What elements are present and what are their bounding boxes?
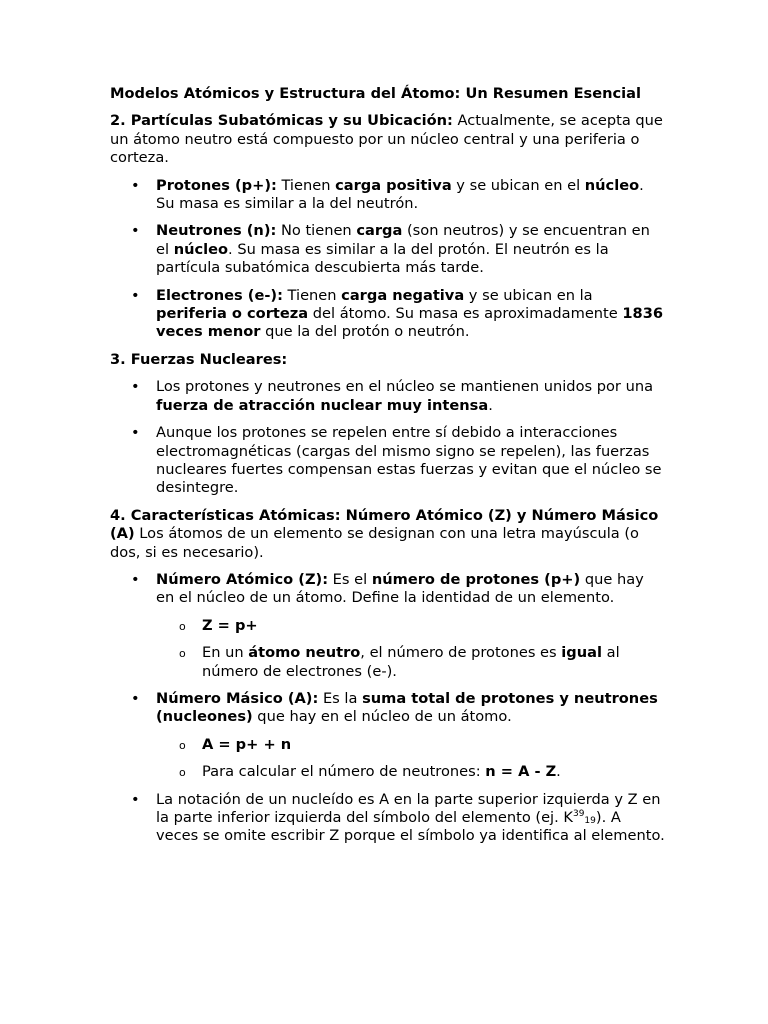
neutrones-text-3: . Su masa es similar a la del protón. El neutrón es la partícula subatómica descubierta más tarde. <box>156 240 609 277</box>
electrones-bold-3: periferia o corteza <box>156 305 309 323</box>
z-neutro-item <box>202 644 665 681</box>
notacion-superscript: 39 <box>572 809 585 819</box>
a-formula: A = p+ + n <box>202 735 292 753</box>
neutro-text-3: al número de electrones (e-). <box>202 644 620 680</box>
electrones-label: Electrones (e-): <box>156 286 283 304</box>
a-formula-item <box>202 736 665 754</box>
list-item-numero-masico <box>156 690 665 782</box>
fuerza-text-2: . <box>488 396 493 414</box>
protones-label: Protones (p+): <box>156 176 277 194</box>
electrones-text-4: que la del protón o neutrón. <box>260 323 470 341</box>
list-item-protones <box>156 177 665 214</box>
list-item-numero-atomico <box>156 571 665 681</box>
neutrones-label: Neutrones (n): <box>156 222 277 240</box>
neutro-text-2: , el número de protones es <box>360 644 562 662</box>
document-title <box>110 85 665 103</box>
protones-bold-3: núcleo <box>584 176 640 194</box>
protones-text-1: Tienen <box>276 176 336 194</box>
protones-bold-2: carga positiva <box>335 176 452 194</box>
forces-list <box>110 378 665 497</box>
protones-text-3: . Su masa es similar a la del neutrón. <box>156 176 644 213</box>
list-item-fuerza-nuclear <box>156 378 665 415</box>
neutro-text-1: En un <box>202 644 249 662</box>
particles-list <box>110 177 665 342</box>
a-bold-2: suma total de protones y neutrones (nucleones) <box>156 689 658 726</box>
title-text: Modelos Atómicos y Estructura del Átomo: Un Resumen Esencial <box>110 85 642 102</box>
z-label: Número Atómico (Z): <box>156 570 329 588</box>
neutrones-bold-2: carga <box>356 222 403 240</box>
z-formula-item <box>202 617 665 635</box>
neutrones-text-1: No tienen <box>276 222 357 240</box>
list-item-notacion <box>156 791 665 846</box>
z-formula: Z = p+ <box>202 616 258 634</box>
notacion-text-1: La notación de un nucleído es A en la parte superior izquierda y Z en la parte inferior izquierda del símbolo del elemento (ej. K <box>156 790 661 826</box>
notacion-subscript: 19 <box>584 816 596 826</box>
section-3-heading-text: 3. Fuerzas Nucleares: <box>110 350 288 368</box>
a-sublist <box>156 736 665 782</box>
electrones-bold-2: carga negativa <box>341 286 465 304</box>
a-text-1: Es la <box>318 689 363 707</box>
neutrones-bold-3: núcleo <box>173 240 229 258</box>
calc-text-1: Para calcular el número de neutrones: <box>202 763 486 781</box>
calc-text-2: . <box>556 763 561 781</box>
list-item-electrones <box>156 287 665 342</box>
electrones-text-1: Tienen <box>282 286 342 304</box>
protones-text-2: y se ubican en el <box>451 176 585 194</box>
section-4-intro-text: Los átomos de un elemento se designan con una letra mayúscula (o dos, si es necesario). <box>110 525 639 561</box>
a-label: Número Másico (A): <box>156 689 319 707</box>
calc-bold-1: n = A - Z <box>485 763 557 781</box>
z-text-2: que hay en el núcleo de un átomo. Define la identidad de un elemento. <box>156 570 644 607</box>
characteristics-list <box>110 571 665 846</box>
section-2-intro <box>110 112 665 167</box>
section-4-intro <box>110 507 665 562</box>
neutro-bold-2: igual <box>561 644 602 662</box>
z-text-1: Es el <box>328 570 372 588</box>
neutrones-text-2: (son neutros) y se encuentran en el <box>156 222 650 258</box>
electrones-bold-4: 1836 veces menor <box>156 305 664 341</box>
fuerza-bold-1: fuerza de atracción nuclear muy intensa <box>156 396 489 414</box>
neutro-bold-1: átomo neutro <box>248 644 361 662</box>
section-2-intro-text: Actualmente, se acepta que un átomo neutro está compuesto por un núcleo central y una periferia o corteza. <box>110 112 663 167</box>
fuerza-text-1: Los protones y neutrones en el núcleo se mantienen unidos por una <box>156 378 654 396</box>
notacion-text-2: ). A veces se omite escribir Z porque el símbolo ya identifica al elemento. <box>156 809 665 845</box>
a-calc-item <box>202 763 665 781</box>
list-item-neutrones <box>156 222 665 277</box>
section-4-heading: 4. Características Atómicas: Número Atómico (Z) y Número Másico (A) <box>110 506 659 543</box>
z-sublist <box>156 617 665 681</box>
a-text-2: que hay en el núcleo de un átomo. <box>252 708 512 726</box>
list-item-repulsion: • Aunque los protones se repelen entre sí debido a interacciones electromagnéticas (cargas del mismo signo se repelen), las fuerzas nucleares fuertes compensan estas fuerzas y evitan que el núcleo se desintegre. <box>156 424 665 498</box>
document-page <box>110 85 665 855</box>
electrones-text-3: del átomo. Su masa es aproximadamente <box>308 305 623 323</box>
section-3-heading <box>110 351 665 369</box>
z-bold-2: número de protones (p+) <box>371 570 581 588</box>
electrones-text-2: y se ubican en la <box>464 286 593 304</box>
section-2-heading: 2. Partículas Subatómicas y su Ubicación: <box>110 112 453 130</box>
